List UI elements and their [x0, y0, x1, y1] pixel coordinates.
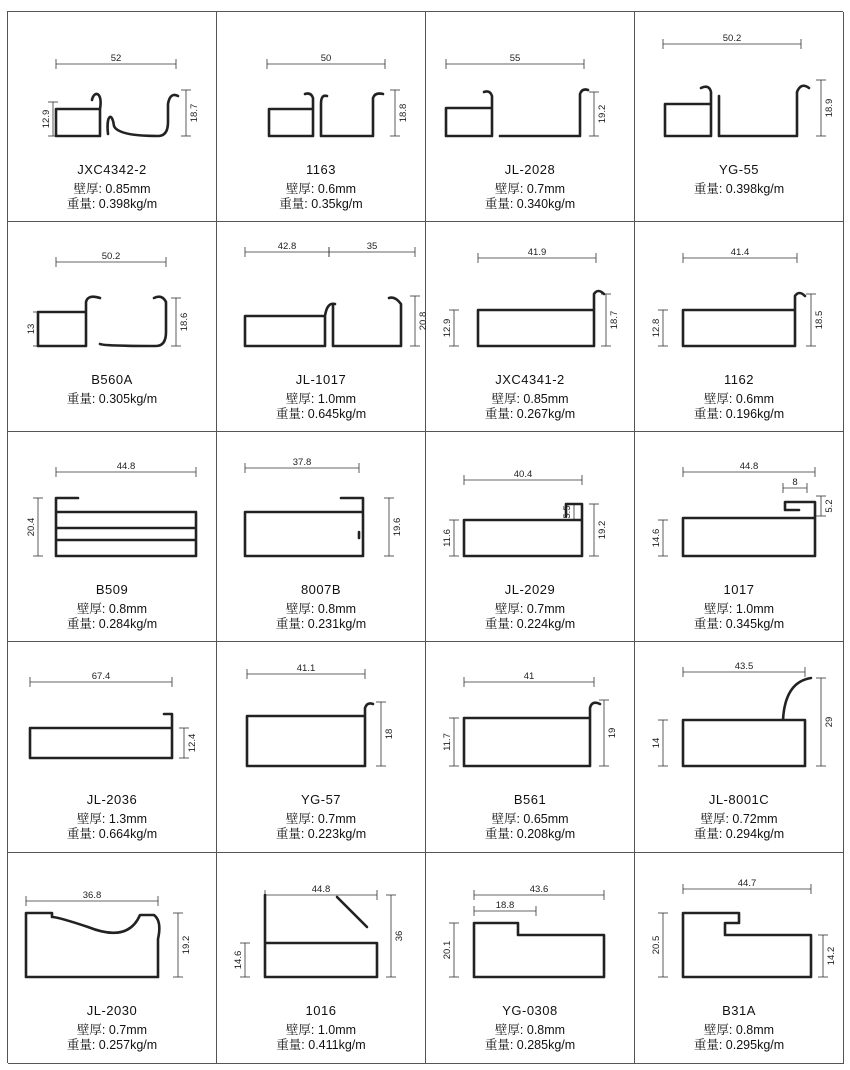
weight-value: 0.340kg/m: [516, 197, 576, 211]
width-dimension: 67.4: [91, 671, 111, 682]
wall-thickness-value: 1.0mm: [317, 1023, 357, 1037]
weight-value: 0.223kg/m: [307, 827, 367, 841]
weight-value: 0.35kg/m: [311, 197, 363, 211]
profile-card: [8, 432, 217, 642]
wall-thickness-value: 0.65mm: [523, 812, 569, 826]
weight-value: 0.305kg/m: [98, 392, 158, 406]
profile-drawing: [217, 853, 425, 998]
profile-specs: [8, 182, 216, 212]
weight-line: [426, 617, 634, 632]
height-dimension: 36: [394, 930, 405, 942]
profile-drawing: [217, 642, 425, 787]
profile-cross-section: [217, 12, 425, 157]
profile-specs: [217, 392, 425, 422]
wall-thickness-label: 壁厚:: [703, 1023, 733, 1037]
profile-cross-section: [8, 642, 216, 787]
profile-cross-section: [426, 432, 634, 577]
width-dimension: 44.8: [311, 884, 331, 895]
profile-card: [426, 432, 635, 642]
profile-model-name: B561: [513, 792, 547, 807]
profile-cross-section: [217, 222, 429, 367]
profile-specs: [426, 602, 634, 632]
profile-model-name: 8007B: [300, 582, 342, 597]
weight-line: [217, 407, 425, 422]
second-width-dimension: 35: [366, 241, 378, 252]
profile-cross-section: [217, 642, 425, 787]
profile-outline: [56, 498, 196, 556]
wall-thickness-line: [426, 602, 634, 617]
profile-outline: [683, 502, 815, 556]
width-dimension: 41: [523, 671, 535, 682]
height-dimension: 18.6: [179, 312, 190, 332]
weight-label: 重量:: [66, 617, 96, 631]
profile-drawing: [426, 853, 634, 998]
wall-thickness-value: 0.7mm: [108, 1023, 148, 1037]
weight-label: 重量:: [484, 197, 514, 211]
weight-label: 重量:: [276, 1038, 305, 1052]
width-dimension: 43.5: [734, 661, 754, 672]
width-dimension: 50.2: [101, 251, 121, 262]
wall-thickness-line: [426, 812, 634, 827]
profile-cross-section: [217, 432, 425, 577]
wall-thickness-value: 0.8mm: [317, 602, 357, 616]
profile-model-name: JXC4342-2: [77, 162, 147, 177]
wall-thickness-line: [8, 812, 216, 827]
wall-thickness-label: 壁厚:: [285, 602, 315, 616]
wall-thickness-label: 壁厚:: [73, 182, 102, 196]
left-height-dimension: 13: [26, 323, 37, 335]
weight-line: [426, 827, 634, 842]
weight-label: 重量:: [693, 1038, 723, 1052]
profile-card: [217, 432, 426, 642]
profile-model-name: YG-0308: [502, 1003, 558, 1018]
wall-thickness-line: [217, 602, 425, 617]
profile-drawing: [426, 642, 634, 787]
wall-thickness-value: 1.0mm: [317, 392, 357, 406]
profile-card: [217, 853, 426, 1064]
wall-thickness-value: 0.6mm: [735, 392, 775, 406]
width-dimension: 41.9: [527, 247, 547, 258]
profile-model-name: YG-57: [300, 792, 342, 807]
left-height-dimension: 14.6: [651, 528, 662, 548]
profile-model-name: 1017: [723, 582, 755, 597]
profile-card: [217, 642, 426, 853]
profile-cross-section: [8, 12, 216, 157]
profile-cross-section: [426, 222, 634, 367]
weight-value: 0.345kg/m: [725, 617, 785, 631]
wall-thickness-value: 0.7mm: [317, 812, 357, 826]
profile-cross-section: [8, 432, 216, 577]
left-height-dimension: 14.6: [233, 950, 244, 970]
profile-outline: [56, 94, 178, 136]
weight-line: [8, 197, 216, 212]
weight-value: 0.664kg/m: [98, 827, 158, 841]
profile-card: [8, 853, 217, 1064]
profile-drawing: [8, 642, 216, 787]
profile-specs: [217, 182, 425, 212]
mid-height-dimension: 5.5: [562, 505, 573, 519]
wall-thickness-label: 壁厚:: [494, 602, 524, 616]
weight-label: 重量:: [484, 407, 514, 421]
profile-model-name: B509: [95, 582, 129, 597]
width-dimension: 55: [509, 53, 521, 64]
height-dimension: 18: [384, 728, 395, 740]
profile-specs: [217, 1023, 425, 1053]
profile-drawing: [217, 222, 429, 367]
width-dimension: 43.6: [529, 884, 549, 895]
profile-model-name: JL-8001C: [708, 792, 770, 807]
profile-drawing: [635, 222, 843, 367]
wall-thickness-label: 壁厚:: [76, 1023, 106, 1037]
width-dimension: 44.8: [739, 461, 759, 472]
wall-thickness-value: 0.8mm: [108, 602, 148, 616]
height-dimension: 18.9: [824, 98, 835, 118]
width-dimension: 41.1: [296, 663, 316, 674]
profile-model-name: JL-1017: [295, 372, 347, 387]
weight-label: 重量:: [484, 617, 514, 631]
height-dimension: 14.2: [826, 946, 837, 966]
wall-thickness-line: [8, 182, 216, 197]
height-dimension: 19.2: [181, 935, 192, 955]
wall-thickness-value: 0.85mm: [105, 182, 151, 196]
wall-thickness-label: 壁厚:: [700, 812, 729, 826]
width-dimension: 52: [110, 53, 122, 64]
profile-outline: [265, 895, 377, 977]
weight-value: 0.231kg/m: [307, 617, 367, 631]
profile-drawing: [426, 12, 634, 157]
profile-card: [217, 222, 429, 432]
wall-thickness-label: 壁厚:: [76, 602, 106, 616]
weight-value: 0.294kg/m: [725, 827, 785, 841]
mid-height-dimension: 5.2: [824, 499, 835, 513]
profile-outline: [245, 298, 401, 346]
weight-label: 重量:: [275, 827, 305, 841]
profile-card: [8, 12, 217, 222]
wall-thickness-line: [8, 1023, 216, 1038]
profile-specs: [635, 1023, 843, 1053]
wall-thickness-line: [426, 182, 634, 197]
weight-label: 重量:: [693, 617, 723, 631]
profile-card: [8, 642, 217, 853]
profile-cross-section: [426, 853, 634, 998]
left-height-dimension: 12.9: [442, 318, 453, 338]
weight-value: 0.224kg/m: [516, 617, 576, 631]
second-width-dimension: 18.8: [495, 900, 515, 911]
weight-label: 重量:: [66, 827, 96, 841]
weight-value: 0.285kg/m: [516, 1038, 576, 1052]
profile-drawing: [8, 222, 216, 367]
weight-line: [8, 1038, 216, 1053]
width-dimension: 40.4: [513, 469, 533, 480]
height-dimension: 18.7: [609, 310, 620, 330]
profile-specs: [635, 812, 843, 842]
wall-thickness-label: 壁厚:: [494, 1023, 524, 1037]
profile-card: [8, 222, 217, 432]
profile-drawing: [217, 12, 425, 157]
weight-value: 0.267kg/m: [516, 407, 576, 421]
second-width-dimension: 8: [792, 477, 798, 488]
profile-cross-section: [635, 432, 843, 577]
height-dimension: 29: [824, 716, 835, 728]
width-dimension: 37.8: [292, 457, 312, 468]
weight-label: 重量:: [693, 182, 723, 196]
weight-line: [635, 617, 843, 632]
profile-model-name: 1163: [306, 162, 336, 177]
weight-line: [217, 1038, 425, 1053]
profile-specs: [217, 602, 425, 632]
profile-model-name: 1162: [724, 372, 754, 387]
profile-model-name: JL-2030: [86, 1003, 138, 1018]
wall-thickness-value: 0.7mm: [526, 602, 566, 616]
height-dimension: 19.6: [392, 517, 403, 537]
wall-thickness-label: 壁厚:: [494, 182, 524, 196]
wall-thickness-line: [635, 1023, 843, 1038]
width-dimension: 41.4: [730, 247, 750, 258]
profile-drawing: [8, 432, 216, 577]
weight-line: [8, 827, 216, 842]
profile-cross-section: [8, 853, 216, 998]
height-dimension: 18.7: [189, 103, 200, 123]
weight-label: 重量:: [693, 407, 723, 421]
profile-outline: [665, 86, 809, 136]
weight-line: [217, 197, 425, 212]
profile-card: [426, 12, 635, 222]
profile-card: [635, 12, 844, 222]
profile-model-name: JL-2036: [86, 792, 138, 807]
wall-thickness-label: 壁厚:: [703, 392, 733, 406]
weight-label: 重量:: [66, 197, 96, 211]
profile-model-name: B31A: [722, 1003, 756, 1018]
left-height-dimension: 11.7: [442, 733, 453, 751]
weight-line: [217, 827, 425, 842]
profile-outline: [683, 293, 805, 346]
width-dimension: 50.2: [722, 33, 742, 44]
profile-outline: [478, 291, 604, 346]
weight-label: 重量:: [484, 1038, 514, 1052]
profile-specs: [426, 182, 634, 212]
profile-outline: [269, 94, 383, 137]
left-height-dimension: 11.6: [442, 529, 453, 547]
weight-value: 0.196kg/m: [725, 407, 785, 421]
weight-line: [635, 182, 843, 197]
wall-thickness-label: 壁厚:: [76, 812, 106, 826]
profile-card: [217, 12, 426, 222]
width-dimension: 42.8: [277, 241, 297, 252]
profile-model-name: JXC4341-2: [495, 372, 565, 387]
profile-specs: [8, 1023, 216, 1053]
profile-catalog-grid: [7, 11, 843, 1063]
profile-specs: [426, 1023, 634, 1053]
weight-label: 重量:: [693, 827, 723, 841]
profile-drawing: [8, 12, 216, 157]
wall-thickness-line: [426, 1023, 634, 1038]
weight-value: 0.645kg/m: [307, 407, 367, 421]
profile-model-name: B560A: [91, 372, 133, 387]
weight-line: [635, 1038, 843, 1053]
width-dimension: 44.7: [737, 878, 757, 889]
weight-value: 0.398kg/m: [98, 197, 158, 211]
width-dimension: 44.8: [116, 461, 136, 472]
weight-label: 重量:: [66, 392, 96, 406]
profile-cross-section: [8, 222, 216, 367]
profile-drawing: [635, 12, 843, 157]
profile-specs: [426, 812, 634, 842]
profile-outline: [247, 704, 373, 767]
wall-thickness-label: 壁厚:: [703, 602, 733, 616]
weight-label: 重量:: [484, 827, 514, 841]
weight-label: 重量:: [275, 407, 305, 421]
profile-card: [635, 432, 844, 642]
wall-thickness-label: 壁厚:: [285, 812, 315, 826]
wall-thickness-value: 0.6mm: [317, 182, 357, 196]
weight-label: 重量:: [275, 617, 305, 631]
wall-thickness-value: 0.72mm: [732, 812, 778, 826]
profile-card: [426, 853, 635, 1064]
wall-thickness-line: [217, 812, 425, 827]
profile-model-name: 1016: [305, 1003, 337, 1018]
wall-thickness-line: [635, 392, 843, 407]
height-dimension: 12.4: [187, 733, 198, 753]
profile-cross-section: [635, 222, 843, 367]
width-dimension: 50: [320, 53, 332, 64]
wall-thickness-label: 壁厚:: [285, 182, 315, 196]
profile-outline: [26, 913, 159, 977]
height-dimension: 18.8: [398, 103, 409, 123]
profile-specs: [8, 392, 216, 407]
profile-specs: [8, 812, 216, 842]
weight-line: [426, 1038, 634, 1053]
profile-model-name: JL-2029: [504, 582, 556, 597]
left-height-dimension: 20.4: [26, 517, 37, 537]
profile-card: [426, 642, 635, 853]
weight-label: 重量:: [279, 197, 308, 211]
profile-outline: [446, 90, 588, 137]
height-dimension: 19.2: [597, 520, 608, 540]
profile-outline: [683, 678, 811, 766]
profile-model-name: YG-55: [718, 162, 760, 177]
wall-thickness-line: [426, 392, 634, 407]
weight-line: [635, 407, 843, 422]
profile-drawing: [8, 853, 216, 998]
profile-outline: [38, 297, 166, 346]
profile-card: [635, 853, 844, 1064]
left-height-dimension: 12.8: [651, 318, 662, 338]
profile-drawing: [635, 853, 843, 998]
profile-card: [426, 222, 635, 432]
profile-outline: [683, 913, 811, 977]
width-dimension: 36.8: [82, 890, 102, 901]
weight-value: 0.208kg/m: [516, 827, 576, 841]
profile-drawing: [635, 432, 843, 577]
profile-cross-section: [635, 12, 843, 157]
weight-label: 重量:: [66, 1038, 96, 1052]
wall-thickness-label: 壁厚:: [285, 392, 315, 406]
profile-drawing: [635, 642, 843, 787]
weight-value: 0.295kg/m: [725, 1038, 785, 1052]
profile-specs: [217, 812, 425, 842]
wall-thickness-line: [217, 392, 425, 407]
profile-cross-section: [635, 642, 843, 787]
weight-line: [426, 197, 634, 212]
profile-outline: [30, 714, 172, 758]
profile-cross-section: [217, 853, 425, 998]
wall-thickness-line: [635, 812, 843, 827]
left-height-dimension: 12.9: [41, 109, 52, 129]
profile-model-name: JL-2028: [504, 162, 556, 177]
profile-card: [635, 222, 844, 432]
wall-thickness-value: 0.8mm: [526, 1023, 566, 1037]
weight-line: [217, 617, 425, 632]
height-dimension: 18.5: [814, 310, 825, 330]
profile-specs: [635, 182, 843, 197]
profile-outline: [245, 498, 363, 556]
wall-thickness-value: 0.85mm: [523, 392, 569, 406]
profile-specs: [8, 602, 216, 632]
profile-specs: [635, 392, 843, 422]
weight-line: [8, 392, 216, 407]
profile-cross-section: [426, 642, 634, 787]
wall-thickness-label: 壁厚:: [491, 812, 520, 826]
wall-thickness-value: 1.0mm: [735, 602, 775, 616]
wall-thickness-value: 0.7mm: [526, 182, 566, 196]
wall-thickness-line: [635, 602, 843, 617]
wall-thickness-line: [217, 182, 425, 197]
weight-value: 0.257kg/m: [98, 1038, 158, 1052]
wall-thickness-line: [8, 602, 216, 617]
wall-thickness-value: 0.8mm: [735, 1023, 775, 1037]
wall-thickness-value: 1.3mm: [108, 812, 148, 826]
weight-line: [635, 827, 843, 842]
profile-cross-section: [635, 853, 843, 998]
height-dimension: 19: [607, 727, 618, 739]
weight-line: [8, 617, 216, 632]
profile-drawing: [426, 432, 634, 577]
wall-thickness-label: 壁厚:: [285, 1023, 315, 1037]
height-dimension: 20.8: [418, 311, 429, 331]
profile-drawing: [426, 222, 634, 367]
profile-specs: [635, 602, 843, 632]
left-height-dimension: 20.1: [442, 940, 453, 960]
weight-value: 0.398kg/m: [725, 182, 785, 196]
weight-line: [426, 407, 634, 422]
profile-outline: [464, 703, 600, 766]
weight-value: 0.411kg/m: [308, 1038, 366, 1052]
profile-drawing: [217, 432, 425, 577]
left-height-dimension: 14: [651, 737, 662, 749]
height-dimension: 19.2: [597, 104, 608, 124]
profile-card: [635, 642, 844, 853]
left-height-dimension: 20.5: [651, 935, 662, 955]
wall-thickness-label: 壁厚:: [491, 392, 520, 406]
profile-outline: [474, 923, 604, 977]
wall-thickness-line: [217, 1023, 425, 1038]
profile-cross-section: [426, 12, 634, 157]
weight-value: 0.284kg/m: [98, 617, 158, 631]
profile-specs: [426, 392, 634, 422]
